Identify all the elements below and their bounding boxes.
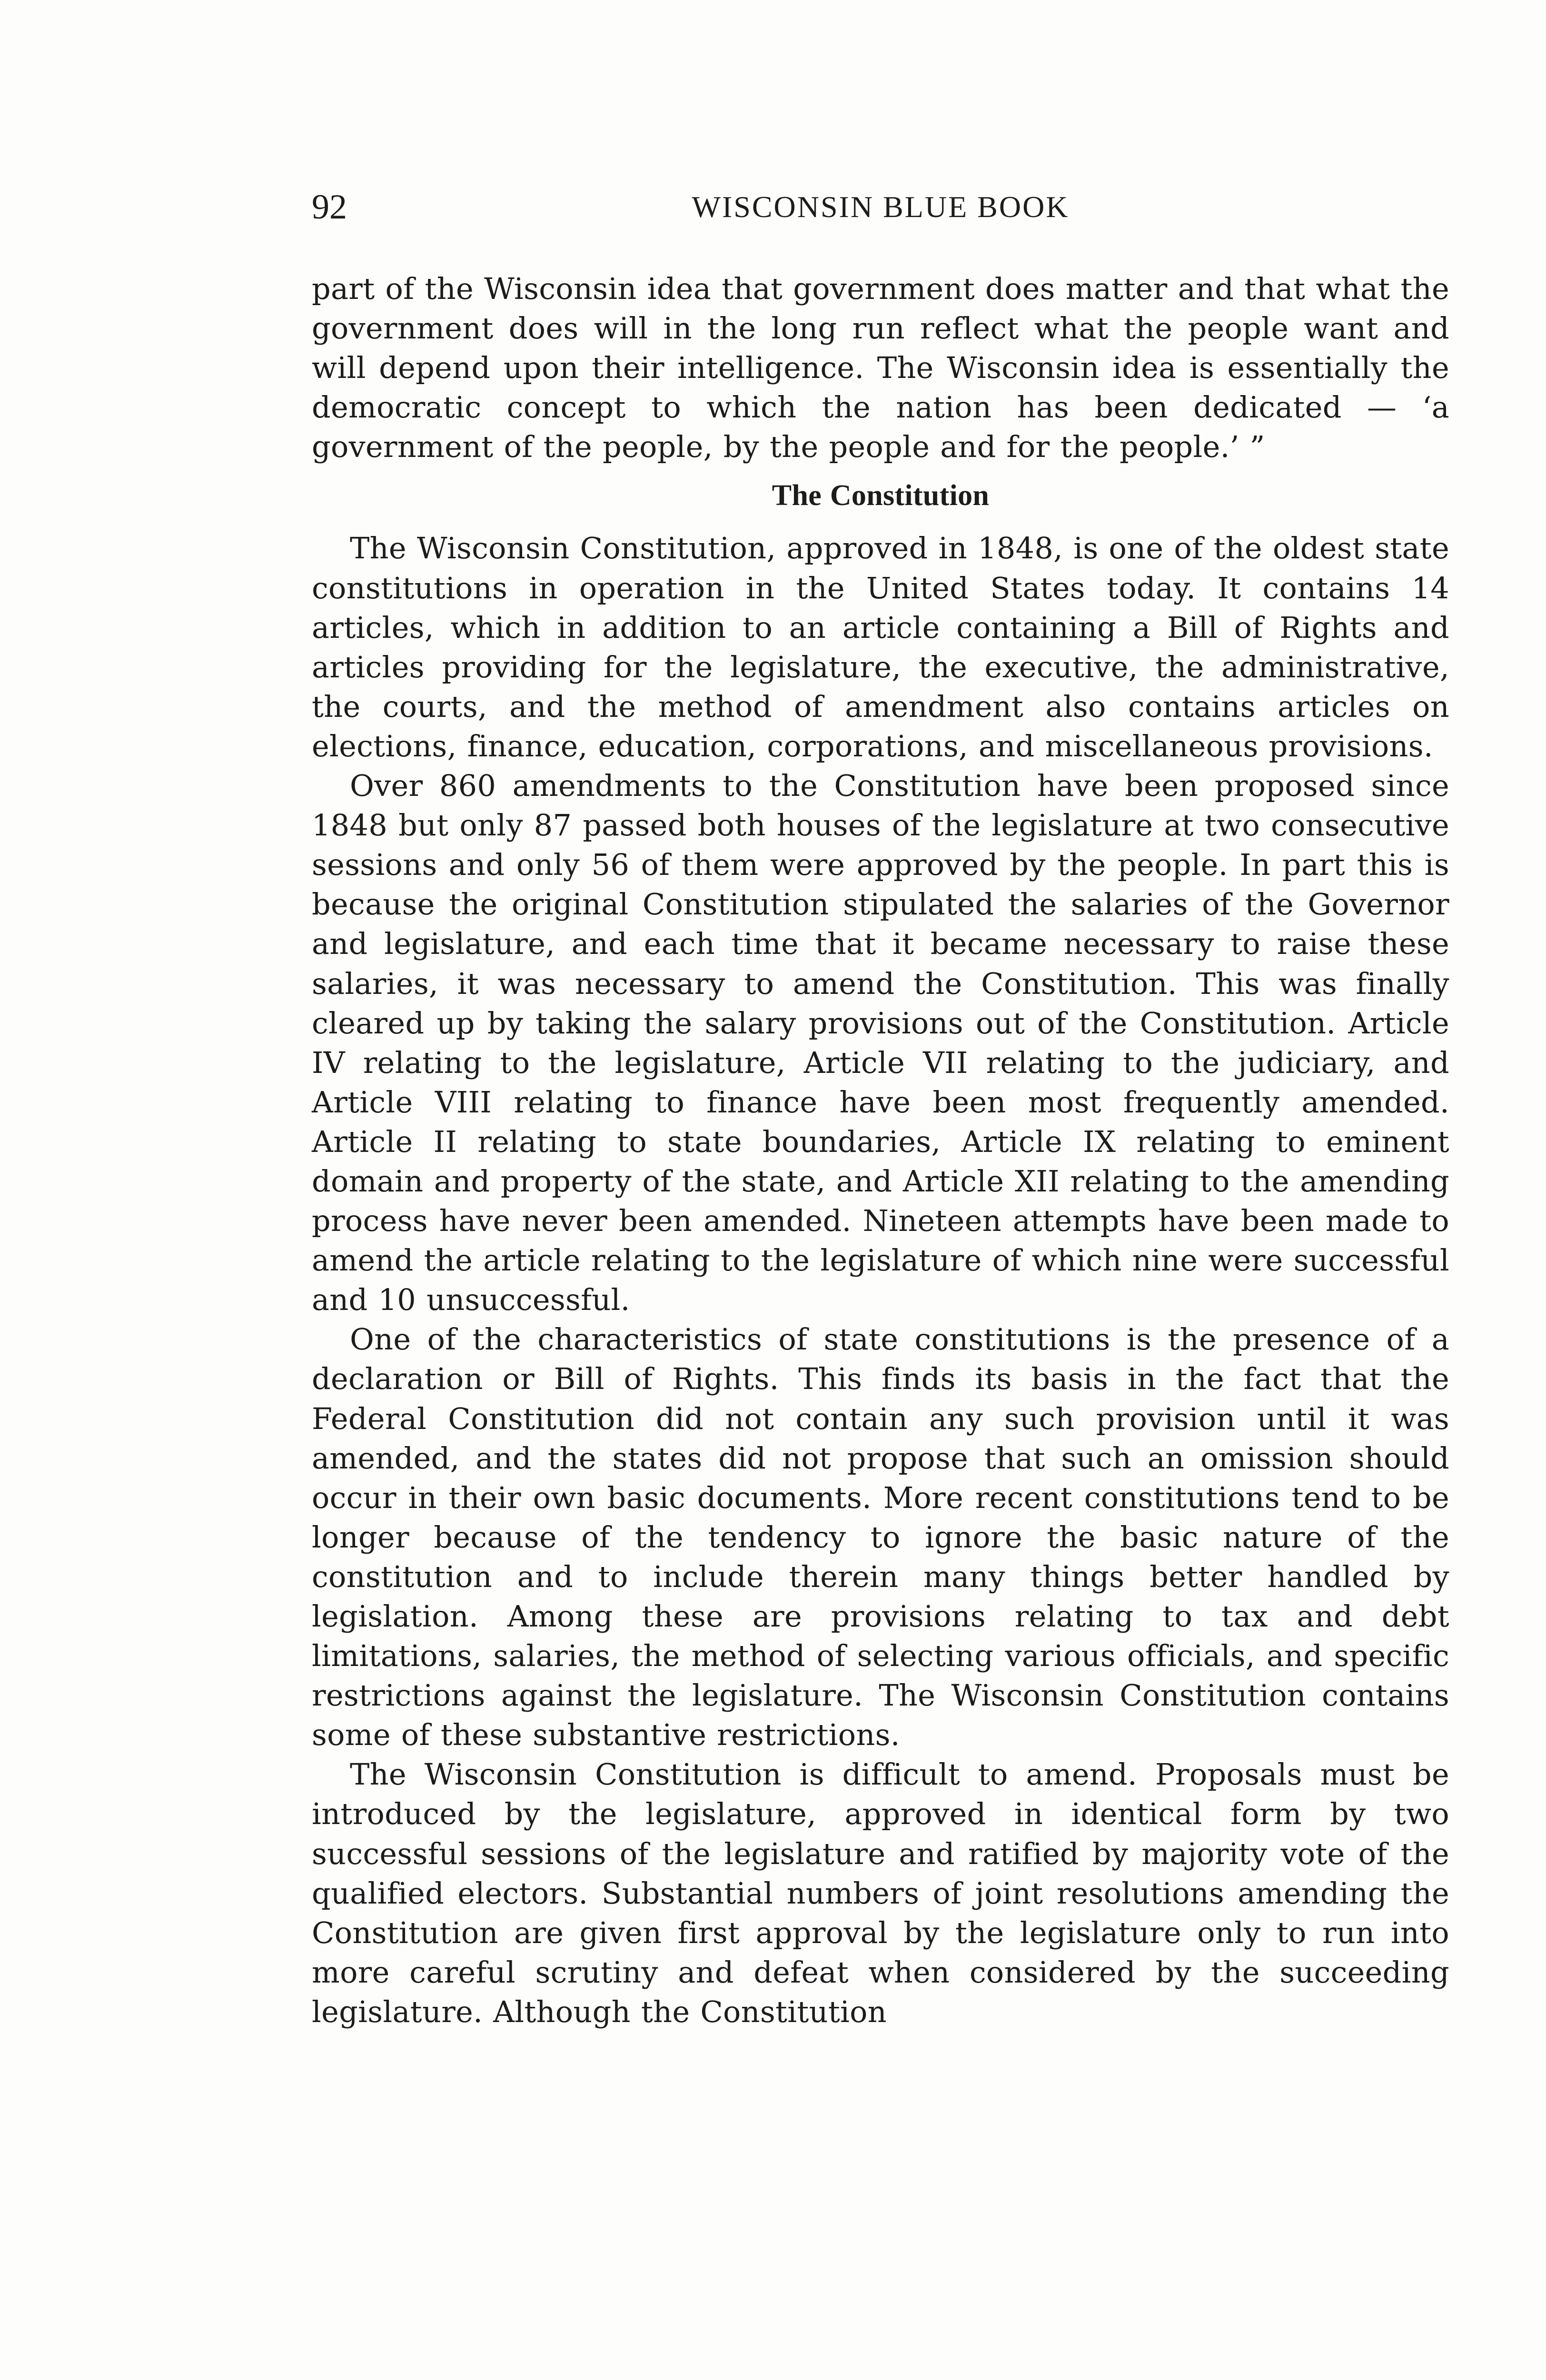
running-head: WISCONSIN BLUE BOOK — [692, 190, 1070, 224]
body-text — [312, 269, 1449, 2032]
paragraph-4: The Wisconsin Constitution is difficult to amend. Proposals must be introduced by the legislature, approved in identical form by two successful sessions of the legislature and ratified by majority vote of the qualified electors. Substantial numbers of joint resolutions amending the Constitution are given first approval by the legislature only to run into more careful scrutiny and defeat when considered by the succeeding legislature. Although the Constitution — [312, 1757, 1449, 2029]
page-header — [312, 181, 1449, 233]
intro-paragraph: part of the Wisconsin idea that government does matter and that what the government does will in the long run reflect what the people want and will depend upon their intelligence. The Wisconsin idea is essentially the democratic concept to which the nation has been dedicated — ‘a government of the people, by the people and for the people.’ ” — [312, 271, 1449, 465]
page-number: 92 — [312, 188, 347, 227]
paragraph-3: One of the characteristics of state constitutions is the presence of a declaration or Bill of Rights. This finds its basis in the fact that the Federal Constitution did not contain any such provision until it was amended, and the states did not propose that such an omission should occur in their own basic documents. More recent constitutions tend to be longer because of the tendency to ignore the basic nature of the constitution and to include therein many things better handled by legislation. Among these are provisions relating to tax and debt limitations, salaries, the method of selecting various officials, and specific restrictions against the legislature. The Wisconsin Constitution contains some of these substantive restrictions. — [312, 1322, 1449, 1753]
paragraph-1: The Wisconsin Constitution, approved in 1848, is one of the oldest state constitutions in operation in the United States today. It contains 14 articles, which in addition to an article containing a Bill of Rights and articles providing for the legislature, the executive, the administrative, the courts, and the method of amendment also contains articles on elections, finance, education, corporations, and miscellaneous provisions. — [312, 531, 1449, 764]
paragraph-2: Over 860 amendments to the Constitution have been proposed since 1848 but only 87 passed both houses of the legislature at two consecutive sessions and only 56 of them were approved by the people. In part this is because the original Constitution stipulated the salaries of the Governor and legislature, and each time that it became necessary to raise these salaries, it was necessary to amend the Constitution. This was finally cleared up by taking the salary provisions out of the Constitution. Article IV relating to the legislature, Article VII relating to the judiciary, and Article VIII relating to finance have been most frequently amended. Article II relating to state boundaries, Article IX relating to eminent domain and property of the state, and Article XII relating to the amending process have never been amended. Nineteen attempts have been made to amend the article relating to the legislature of which nine were successful and 10 unsuccessful. — [312, 768, 1449, 1318]
section-heading: The Constitution — [772, 479, 990, 512]
